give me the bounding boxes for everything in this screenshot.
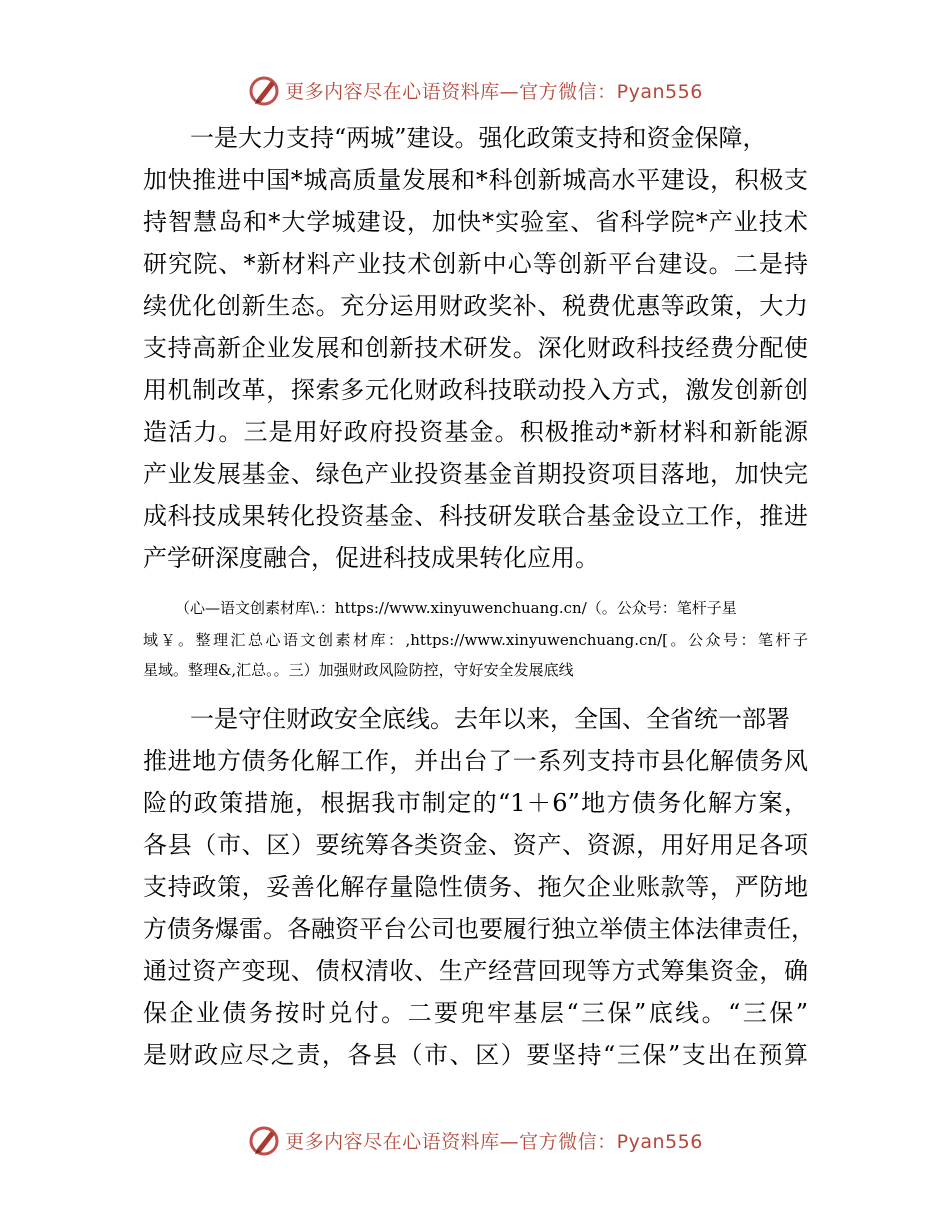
note-line: （心—语文创素材库\.：https://www.xinyuwenchuang.cn/（。公众号：笔杆子星 <box>175 599 737 617</box>
text-line: 研究院、*新材料产业技术创新中心等创新平台建设。二是持 <box>143 250 808 278</box>
text-line: 险的政策措施，根据我市制定的“1＋6”地方债务化解方案， <box>143 789 808 817</box>
text-line: 通过资产变现、债权清收、生产经营回现等方式筹集资金，确 <box>143 957 808 985</box>
footer-banner-text: 更多内容尽在心语资料库—官方微信：Pyan556 <box>285 1130 703 1153</box>
pen-circle-logo-icon <box>247 1123 281 1157</box>
text-line: 方债务爆雷。各融资平台公司也要履行独立举债主体法律责任， <box>143 915 815 943</box>
text-line: 保企业债务按时兑付。二要兜牢基层“三保”底线。“三保” <box>143 999 808 1027</box>
text-line: 推进地方债务化解工作，并出台了一系列支持市县化解债务风 <box>143 747 808 775</box>
header-banner <box>0 70 950 110</box>
text-line: 是财政应尽之责，各县（市、区）要坚持“三保”支出在预算 <box>143 1041 808 1069</box>
text-line: 产业发展基金、绿色产业投资基金首期投资项目落地，加快完 <box>143 460 808 488</box>
pen-circle-logo-icon <box>247 73 281 107</box>
footer-banner <box>0 1120 950 1160</box>
text-line: 支持政策，妥善化解存量隐性债务、拖欠企业账款等，严防地 <box>143 873 808 901</box>
text-line: 产学研深度融合，促进科技成果转化应用。 <box>143 544 599 572</box>
text-line: 成科技成果转化投资基金、科技研发联合基金设立工作，推进 <box>143 502 808 530</box>
header-banner-text: 更多内容尽在心语资料库—官方微信：Pyan556 <box>285 80 703 103</box>
note-line: 星域。整理&,汇总。。三）加强财政风险防控，守好安全发展底线 <box>143 661 574 679</box>
text-line: 一是守住财政安全底线。去年以来，全国、全省统一部署 <box>190 705 790 733</box>
note-line: 域￥。整理汇总心语文创素材库：,https://www.xinyuwenchuang.cn/[。公众号：笔杆子 <box>143 631 808 649</box>
text-line: 一是大力支持“两城”建设。强化政策支持和资金保障， <box>190 124 767 152</box>
text-line: 持智慧岛和*大学城建设，加快*实验室、省科学院*产业技术 <box>143 208 808 236</box>
text-line: 加快推进中国*城高质量发展和*科创新城高水平建设，积极支 <box>143 166 808 194</box>
text-line: 用机制改革，探索多元化财政科技联动投入方式，激发创新创 <box>143 376 808 404</box>
text-line: 续优化创新生态。充分运用财政奖补、税费优惠等政策，大力 <box>143 292 808 320</box>
text-line: 造活力。三是用好政府投资基金。积极推动*新材料和新能源 <box>143 418 808 446</box>
text-line: 支持高新企业发展和创新技术研发。深化财政科技经费分配使 <box>143 334 808 362</box>
text-line: 各县（市、区）要统筹各类资金、资产、资源，用好用足各项 <box>143 831 808 859</box>
